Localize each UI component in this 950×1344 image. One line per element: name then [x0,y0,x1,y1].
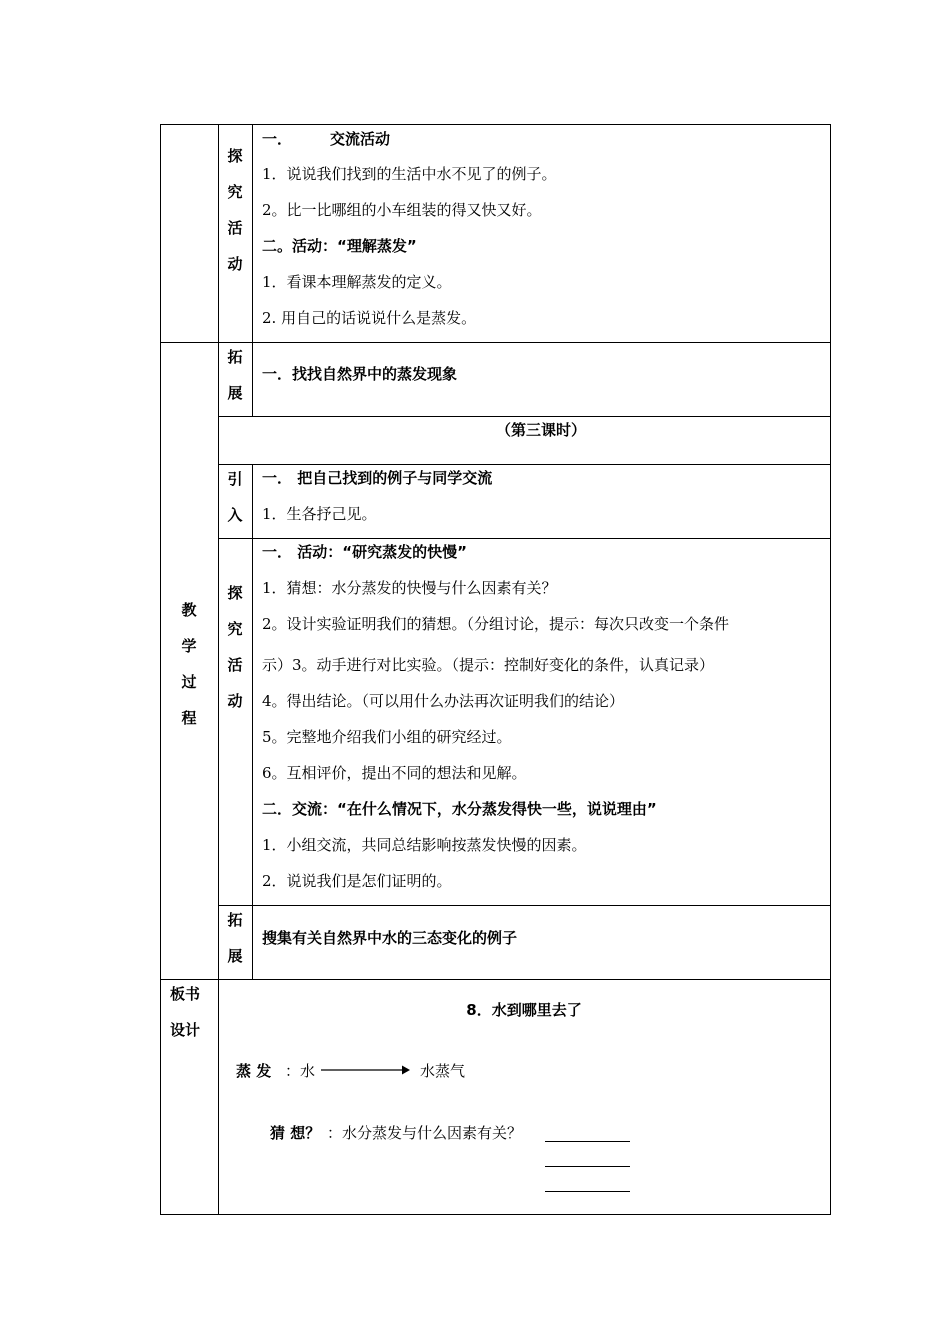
block4-line1: 1．猜想：水分蒸发的快慢与什么因素有关？ [262,579,557,597]
block4-line6: 6。互相评价，提出不同的想法和见解。 [262,764,527,782]
block1-line3: 1．看课本理解蒸发的定义。 [262,273,452,291]
board-label-line2: 设计 [170,1021,201,1039]
board-evap-to: 水蒸气 [420,1062,466,1080]
block5-text: 搜集有关自然界中水的三态变化的例子 [262,929,518,947]
section-title: （第三课时） [495,421,586,439]
row-sep-4 [218,538,831,539]
block4-heading1: 一． 活动：“研究蒸发的快慢” [262,543,467,561]
block2-label-char: 拓 [227,348,243,366]
block1-line4: 2. 用自己的话说说什么是蒸发。 [262,309,477,327]
block4-label-char: 动 [227,692,243,710]
block1-label [220,138,250,282]
block4-label-char: 探 [227,584,243,602]
row-sep-6 [160,979,831,980]
answer-blank-1 [545,1141,630,1142]
row-sep-3 [218,464,831,465]
col-sep-outer [218,124,219,1215]
teaching-process-label [174,592,204,736]
block4-line4: 4。得出结论。（可以用什么办法再次证明我们的结论） [262,692,625,710]
block1-label-char: 探 [227,147,243,165]
col-sep-inner-1 [252,124,253,417]
block2-text: 一．找找自然界中的蒸发现象 [262,365,458,383]
block3-line1: 1．生各抒己见。 [262,505,377,523]
block1-label-char: 动 [227,255,243,273]
answer-blank-2 [545,1166,630,1167]
row-sep-5 [218,905,831,906]
board-guess-label: 猜 想？ [270,1124,321,1142]
block5-label-char: 拓 [227,911,243,929]
block5-label [220,902,250,974]
teaching-process-char: 学 [181,637,197,655]
block4-label [220,575,250,719]
row-sep-1 [160,342,831,343]
board-evap-label: 蒸 发 [236,1062,272,1080]
block4-line7: 1．小组交流，共同总结影响按蒸发快慢的因素。 [262,836,587,854]
block5-label-char: 展 [227,947,243,965]
block1-line1: 1．说说我们找到的生活中水不见了的例子。 [262,165,557,183]
table-border-right [830,124,831,1215]
block3-heading: 一． 把自己找到的例子与同学交流 [262,469,493,487]
block1-heading2: 二。活动：“理解蒸发” [262,237,417,255]
board-label-line1: 板书 [170,985,201,1003]
block4-heading2: 二．交流：“在什么情况下，水分蒸发得快一些，说说理由” [262,800,657,818]
board-title: 8．水到哪里去了 [466,1001,582,1019]
table-border-bottom [160,1214,831,1215]
block1-heading1-text: 交流活动 [330,130,391,148]
block4-label-char: 活 [227,656,243,674]
block4-label-char: 究 [227,620,243,638]
block3-label-char: 入 [227,506,243,524]
block4-line2: 2。设计实验证明我们的猜想。（分组讨论，提示：每次只改变一个条件 [262,615,730,633]
block1-label-char: 活 [227,219,243,237]
block3-label [220,461,250,533]
block4-line8: 2．说说我们是怎们证明的。 [262,872,452,890]
block4-line3: 示）3。动手进行对比实验。（提示：控制好变化的条件，认真记录） [262,656,715,674]
block2-label-char: 展 [227,384,243,402]
row-sep-2 [218,416,831,417]
teaching-process-char: 程 [181,709,197,727]
block3-label-char: 引 [227,470,243,488]
arrow-icon [320,1062,412,1078]
col-sep-inner-2 [252,464,253,980]
block4-line5: 5。完整地介绍我们小组的研究经过。 [262,728,512,746]
answer-blank-3 [545,1191,630,1192]
teaching-process-char: 过 [181,673,197,691]
board-guess-text: ：水分蒸发与什么因素有关？ [327,1124,523,1142]
block2-label [220,339,250,411]
block1-label-char: 究 [227,183,243,201]
teaching-process-char: 教 [181,601,197,619]
block1-heading1-num: 一． [262,130,293,148]
board-evap-from: ：水 [285,1062,316,1080]
table-border-top [160,124,831,125]
table-border-left [160,124,161,1215]
block1-line2: 2。比一比哪组的小车组装的得又快又好。 [262,201,542,219]
